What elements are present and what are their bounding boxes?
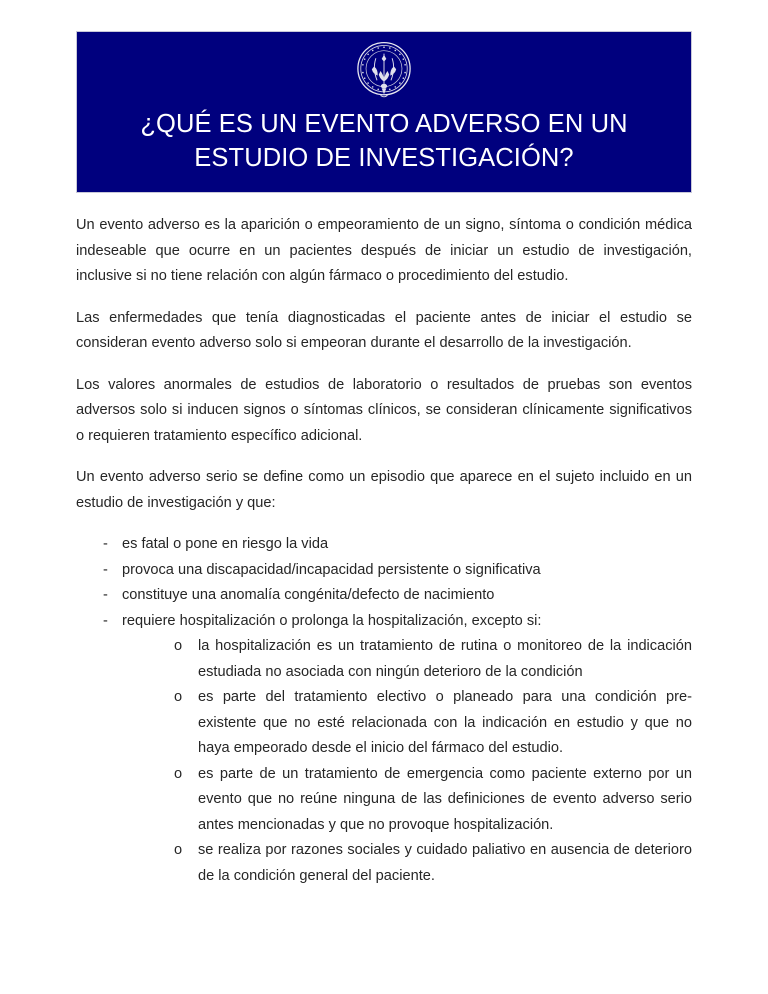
list-item-label: requiere hospitalización o prolonga la hospitalización, excepto si: <box>122 612 542 629</box>
list-item-label: se realiza por razones sociales y cuidado paliativo en ausencia de deterioro de la condición general del paciente. <box>198 842 692 884</box>
list-item <box>160 838 692 889</box>
paragraph-definition: Un evento adverso es la aparición o empeoramiento de un signo, síntoma o condición médica indeseable que ocurre en un pacientes después de iniciar un estudio de investigación, inclusive si no tiene relación con algún fármaco o procedimiento del estudio. <box>76 217 692 284</box>
list-item <box>76 609 692 890</box>
circle-bullet-icon: o <box>174 689 183 705</box>
page-title-line-1: ¿QUÉ ES UN EVENTO ADVERSO EN UN ESTUDIO <box>140 110 628 172</box>
serious-event-criteria-list <box>76 532 692 889</box>
dash-bullet-icon: - <box>103 536 108 552</box>
paragraph-lab-values: Los valores anormales de estudios de laboratorio o resultados de pruebas son eventos adversos solo si inducen signos o síntomas clínicos, se consideran clínicamente significativos o requieren tratamiento específico adicional. <box>76 376 692 444</box>
list-item-label: es fatal o pone en riesgo la vida <box>122 536 329 552</box>
header-banner <box>76 31 692 193</box>
list-item-label: es parte del tratamiento electivo o planeado para una condición pre-existente que no esté relacionada con la indicación en estudio y que no haya empeorado desde el inicio del fármaco del estudio. <box>198 689 692 756</box>
dash-bullet-icon: - <box>103 612 108 629</box>
list-item <box>160 685 692 762</box>
list-item <box>160 762 692 839</box>
list-item <box>76 583 692 609</box>
list-item-label: constituye una anomalía congénita/defecto de nacimiento <box>122 587 495 603</box>
dash-bullet-icon: - <box>103 587 108 603</box>
page-title <box>77 102 691 175</box>
paragraph-serious-event-intro: Un evento adverso serio se define como un episodio que aparece en el sujeto incluido en un estudio de investigación y que: <box>76 469 692 511</box>
circle-bullet-icon: o <box>174 638 183 654</box>
hospitalization-exceptions-list <box>122 634 692 889</box>
document-body <box>76 213 692 889</box>
dash-bullet-icon: - <box>103 561 108 578</box>
circle-bullet-icon: o <box>174 765 183 782</box>
circle-bullet-icon: o <box>174 842 183 858</box>
institutional-seal-icon <box>355 40 413 102</box>
list-item <box>76 532 692 558</box>
list-item-label: es parte de un tratamiento de emergencia como paciente externo por un evento que no reúne ninguna de las definiciones de evento adverso serio antes mencionadas y que no provoque hospitalización. <box>198 765 692 833</box>
list-item-label: provoca una discapacidad/incapacidad persistente o significativa <box>122 561 541 578</box>
list-item-label: la hospitalización es un tratamiento de rutina o monitoreo de la indicación estudiada no asociada con ningún deterioro de la condición <box>198 638 692 680</box>
list-item <box>76 558 692 584</box>
page-title-line-2: DE INVESTIGACIÓN? <box>315 143 574 172</box>
paragraph-preexisting-conditions: Las enfermedades que tenía diagnosticadas el paciente antes de iniciar el estudio se consideran evento adverso solo si empeoran durante el desarrollo de la investigación. <box>76 309 692 351</box>
list-item <box>160 634 692 685</box>
